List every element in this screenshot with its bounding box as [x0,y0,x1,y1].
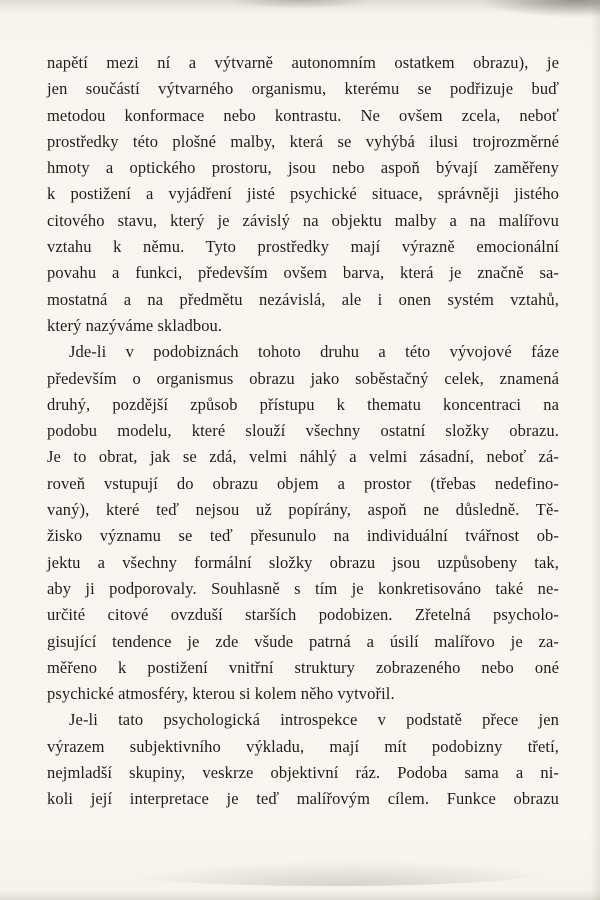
text-line: k postižení a vyjádření jisté psychické situace, správněji jistého [47,184,559,204]
text-line: hmoty a optického prostoru, jsou nebo aspoň bývají zaměřeny [47,158,559,178]
text-line: určité citové ovzduší starších podobizen. Zřetelná psycholo- [47,605,559,625]
text-line: metodou konformace nebo kontrastu. Ne ovšem zcela, neboť [47,105,559,125]
text-line: psychické atmosféry, kterou si kolem něho vytvořil. [47,684,395,704]
paragraph [47,707,559,812]
text-line: vztahu k němu. Tyto prostředky mají výrazně emocionální [47,237,559,257]
text-block [47,50,559,813]
scan-artifact-right-edge [590,0,600,900]
text-line: Jde-li v podobiznách tohoto druhu a této vývojové fáze [69,342,559,362]
text-line: prostředky této plošné malby, která se vyhýbá ilusi trojrozměrné [47,131,559,151]
text-line: napětí mezi ní a výtvarně autonomním ostatkem obrazu), je [47,53,559,72]
scan-artifact-top-center-smudge [230,0,370,8]
text-line: mostatná a na předmětu nezávislá, ale i onen systém vztahů, [47,289,559,309]
text-line: který nazýváme skladbou. [47,315,223,335]
paragraph [47,50,559,339]
text-line: podobu modelu, které slouží všechny ostatní složky obrazu. [47,421,559,441]
text-line: měřeno k postižení vnitřní struktury zobrazeného nebo oné [47,657,559,677]
text-line: aby ji podporovaly. Souhlasně s tím je konkretisováno také ne- [47,578,559,598]
text-line: povahu a funkci, především ovšem barva, která je značně sa- [47,263,559,283]
text-line: výrazem subjektivního výkladu, mají mít podobizny třetí, [47,736,559,756]
text-line: nejmladší skupiny, veskrze objektivní ráz. Podoba sama a ni- [47,763,559,783]
text-line: vaný), které teď nejsou už popírány, aspoň ne důsledně. Tě- [47,500,559,520]
scan-artifact-bottom-edge [0,890,600,900]
text-line: koli její interpretace je teď malířovým cílem. Funkce obrazu [47,789,559,809]
text-line: jen součástí výtvarného organismu, kterému se podřizuje buď [47,79,559,99]
text-line: druhý, pozdější způsob přístupu k thematu koncentraci na [47,394,559,414]
text-line: především o organismus obrazu jako soběstačný celek, znamená [47,368,559,388]
text-line: roveň vstupují do obrazu objem a prostor (třebas nedefino- [47,473,559,493]
text-line: jektu a všechny formální složky obrazu jsou uzpůsobeny tak, [47,552,559,572]
text-line: žisko významu se teď přesunulo na individuální tvářnost ob- [47,526,559,546]
text-line: gisující tendence je zde všude patrná a úsilí malířovo je za- [47,631,559,651]
text-line: citového stavu, který je závislý na objektu malby a na malířovu [47,210,559,230]
scan-artifact-top-right-smudge [480,0,600,18]
scan-artifact-top-edge [0,0,600,14]
scan-artifact-bottom-shadow [120,860,540,886]
text-line: Je to obrat, jak se zdá, velmi náhlý a velmi zásadní, neboť zá- [47,447,559,467]
text-line: Je-li tato psychologická introspekce v podstatě přece jen [69,710,559,730]
paragraph [47,339,559,707]
